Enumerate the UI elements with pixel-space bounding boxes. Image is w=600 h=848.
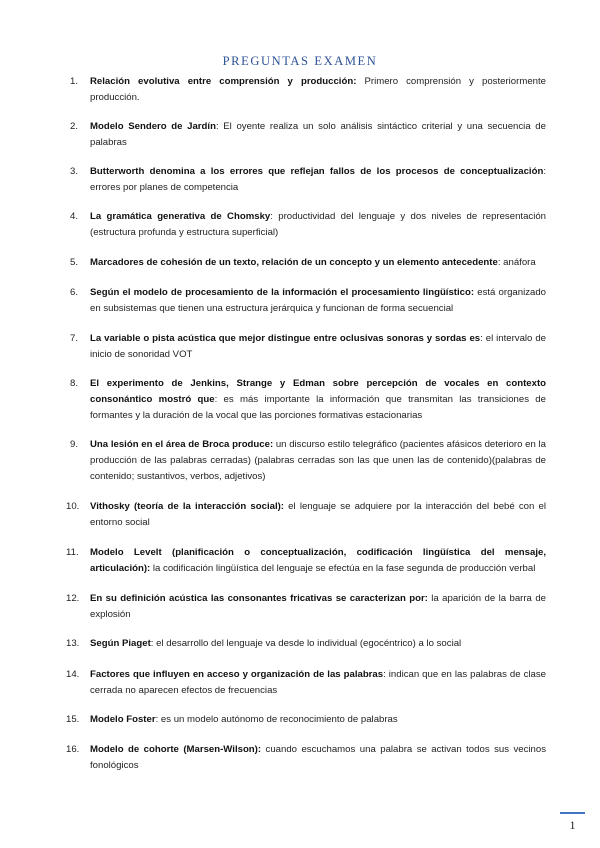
question-answer: : errores por planes de competencia xyxy=(90,166,546,193)
question-item xyxy=(66,545,546,577)
question-item xyxy=(70,331,546,363)
question-number: 13. xyxy=(66,638,80,649)
question-keyword: Según Piaget xyxy=(90,638,151,649)
question-number: 14. xyxy=(66,669,80,680)
question-item xyxy=(70,74,546,106)
question-text xyxy=(90,636,546,652)
question-text xyxy=(90,74,546,106)
question-answer: : productividad del lenguaje y dos niveles de representación (estructura profunda y estructura superficial) xyxy=(90,211,547,238)
question-text xyxy=(90,376,546,424)
question-number: 16. xyxy=(66,744,80,755)
question-item xyxy=(70,164,546,196)
question-text xyxy=(90,667,546,699)
question-answer: la aparición de la barra de explosión xyxy=(90,593,546,620)
question-number: 1. xyxy=(70,76,79,87)
question-keyword: Marcadores de cohesión de un texto, relación de un concepto y un elemento antecedente xyxy=(90,257,498,268)
footer-divider xyxy=(560,812,585,814)
question-text xyxy=(90,742,546,774)
question-text xyxy=(90,591,546,623)
question-keyword: Modelo Sendero de Jardín xyxy=(90,121,216,132)
question-number: 12. xyxy=(66,593,80,604)
question-number: 10. xyxy=(66,501,80,512)
question-answer: cuando escuchamos una palabra se activan todos sus vecinos fonológicos xyxy=(90,744,546,771)
question-text xyxy=(90,164,546,196)
question-answer: : es un modelo autónomo de reconocimiento de palabras xyxy=(155,714,398,725)
question-item xyxy=(66,712,546,728)
question-answer: : el desarrollo del lenguaje va desde lo individual (egocéntrico) a lo social xyxy=(150,638,462,649)
question-answer: : es más importante la información que transmitan las transiciones de formantes y la duración de la vocal que las porciones formativas estacionarias xyxy=(90,394,546,421)
question-keyword: Modelo Foster xyxy=(90,714,156,725)
question-keyword: Una lesión en el área de Broca produce: xyxy=(90,439,274,450)
question-number: 6. xyxy=(70,287,79,298)
question-item xyxy=(70,119,546,151)
question-item xyxy=(66,667,546,699)
question-text xyxy=(90,545,546,577)
question-item xyxy=(66,636,546,652)
question-keyword: En su definición acústica las consonantes fricativas se caracterizan por: xyxy=(90,593,428,604)
question-keyword: La variable o pista acústica que mejor distingue entre oclusivas sonoras y sordas es xyxy=(90,333,481,344)
question-item xyxy=(70,376,546,424)
question-text xyxy=(90,119,546,151)
question-text xyxy=(90,437,546,485)
question-text xyxy=(90,331,546,363)
question-keyword: La gramática generativa de Chomsky xyxy=(90,211,271,222)
question-item xyxy=(70,437,546,485)
question-number: 5. xyxy=(70,257,79,268)
question-number: 11. xyxy=(66,547,79,558)
question-text xyxy=(90,255,546,271)
question-number: 7. xyxy=(70,333,79,344)
question-keyword: Modelo de cohorte (Marsen-Wilson): xyxy=(90,744,262,755)
question-item xyxy=(66,499,546,531)
question-number: 4. xyxy=(70,211,79,222)
question-answer: : anáfora xyxy=(497,257,536,268)
question-item xyxy=(70,209,546,241)
question-answer: está organizado en subsistemas que tienen una estructura jerárquica y funcionan de forma secuencial xyxy=(90,287,547,314)
question-keyword: Vithosky (teoría de la interacción social): xyxy=(90,501,284,512)
question-number: 9. xyxy=(70,439,79,450)
question-keyword: Modelo Levelt (planificación o conceptualización, codificación lingüística del mensaje, articulación): xyxy=(90,547,546,574)
question-number: 3. xyxy=(70,166,79,177)
question-text xyxy=(90,209,546,241)
question-item xyxy=(66,591,546,623)
question-answer: Primero comprensión y posteriormente producción. xyxy=(90,76,546,103)
question-answer: la codificación lingüística del lenguaje se efectúa en la fase segunda de producción verbal xyxy=(150,563,536,574)
question-keyword: Relación evolutiva entre comprensión y producción: xyxy=(90,76,357,87)
question-keyword: Butterworth denomina a los errores que reflejan fallos de los procesos de conceptualización xyxy=(90,166,544,177)
question-text xyxy=(90,499,546,531)
page-title: PREGUNTAS EXAMEN xyxy=(222,54,378,68)
question-answer: : el intervalo de inicio de sonoridad VOT xyxy=(90,333,547,360)
page-number: 1 xyxy=(569,818,576,832)
question-keyword: El experimento de Jenkins, Strange y Edman sobre percepción de vocales en contexto consonántico mostró que xyxy=(90,378,546,405)
question-item xyxy=(70,285,546,317)
question-number: 8. xyxy=(70,378,79,389)
question-text xyxy=(90,712,546,728)
question-answer: un discurso estilo telegráfico (pacientes afásicos deterioro en la producción de las palabras cerradas) (palabras cerradas son las que unen las de contenido)(palabras de contenido; sustantivos, verbos, adjetivos) xyxy=(90,439,546,482)
question-answer: el lenguaje se adquiere por la interacción del bebé con el entorno social xyxy=(90,501,546,528)
question-keyword: Según el modelo de procesamiento de la información el procesamiento lingüístico: xyxy=(90,287,475,298)
question-number: 15. xyxy=(66,714,80,725)
question-answer: : indican que en las palabras de clase cerrada no aparecen efectos de frecuencias xyxy=(90,669,546,696)
question-keyword: Factores que influyen en acceso y organización de las palabras xyxy=(90,669,384,680)
question-item xyxy=(66,742,546,774)
question-answer: : El oyente realiza un solo análisis sintáctico criterial y una secuencia de palabras xyxy=(90,121,546,148)
question-number: 2. xyxy=(70,121,79,132)
question-text xyxy=(90,285,546,317)
question-item xyxy=(70,255,546,271)
